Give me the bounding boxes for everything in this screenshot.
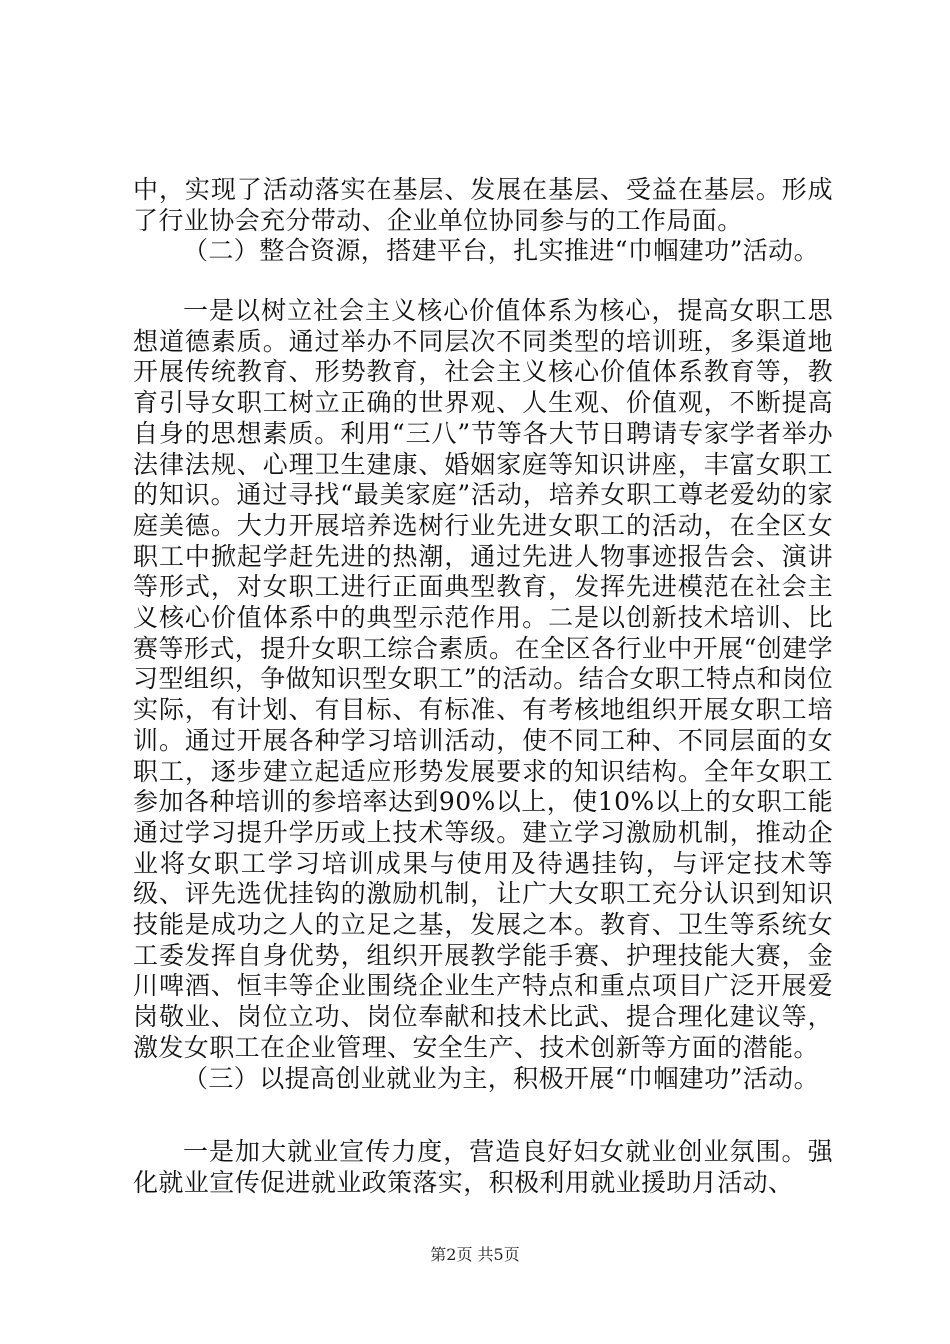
page-number-label: 第2页 共5页 — [430, 1245, 520, 1264]
paragraph-section-2: 一是以树立社会主义核心价值体系为核心，提高女职工思想道德素质。通过举办不同层次不同类型的培训班，多渠道地开展传统教育、形势教育，社会主义核心价值体系教育等，教育引导女职工树立正确的世界观、人生观、价值观，不断提高自身的思想素质。利用“三八”节等各大节日聘请专家学者举办法律法规、心理卫生建康、婚姻家庭等知识讲座，丰富女职工的知识。通过寻找“最美家庭”活动，培养女职工尊老爱幼的家庭美德。大力开展培养选树行业先进女职工的活动，在全区女职工中掀起学赶先进的热潮，通过先进人物事迹报告会、演讲等形式，对女职工进行正面典型教育，发挥先进模范在社会主义核心价值体系中的典型示范作用。二是以创新技术培训、比赛等形式，提升女职工综合素质。在全区各行业中开展“创建学习型组织，争做知识型女职工”的活动。结合女职工特点和岗位实际，有计划、有目标、有标准、有考核地组织开展女职工培训。通过开展各种学习培训活动，使不同工种、不同层面的女职工，逐步建立起适应形势发展要求的知识结构。全年女职工参加各种培训的参培率达到90%以上，使10%以上的女职工能通过学习提升学历或上技术等级。建立学习激励机制，推动企业将女职工学习培训成果与使用及待遇挂钩，与评定技术等级、评先选优挂钩的激励机制，让广大女职工充分认识到知识技能是成功之人的立足之基，发展之本。教育、卫生等系统女工委发挥自身优势，组织开展教学能手赛、护理技能大赛，金川啤酒、恒丰等企业围绕企业生产特点和重点项目广泛开展爱岗敬业、岗位立功、岗位奉献和技术比武、提合理化建议等，激发女职工在企业管理、安全生产、技术创新等方面的潜能。 — [133, 296, 833, 1062]
paragraph-section-3: 一是加大就业宣传力度，营造良好妇女就业创业氛围。强化就业宣传促进就业政策落实，积极利用就业援助月活动、 — [133, 1137, 833, 1197]
paragraph-continuation: 中，实现了活动落实在基层、发展在基层、受益在基层。形成了行业协会充分带动、企业单位协同参与的工作局面。 — [133, 175, 833, 235]
text-block-top — [133, 175, 833, 267]
text-block-bottom — [133, 1137, 833, 1198]
section-heading-3: （三）以提高创业就业为主，积极开展“巾帼建功”活动。 — [183, 1063, 819, 1093]
section-heading-2: （二）整合资源，搭建平台，扎实推进“巾帼建功”活动。 — [183, 236, 819, 266]
page-footer — [0, 1245, 950, 1265]
text-block-main — [133, 296, 833, 1094]
